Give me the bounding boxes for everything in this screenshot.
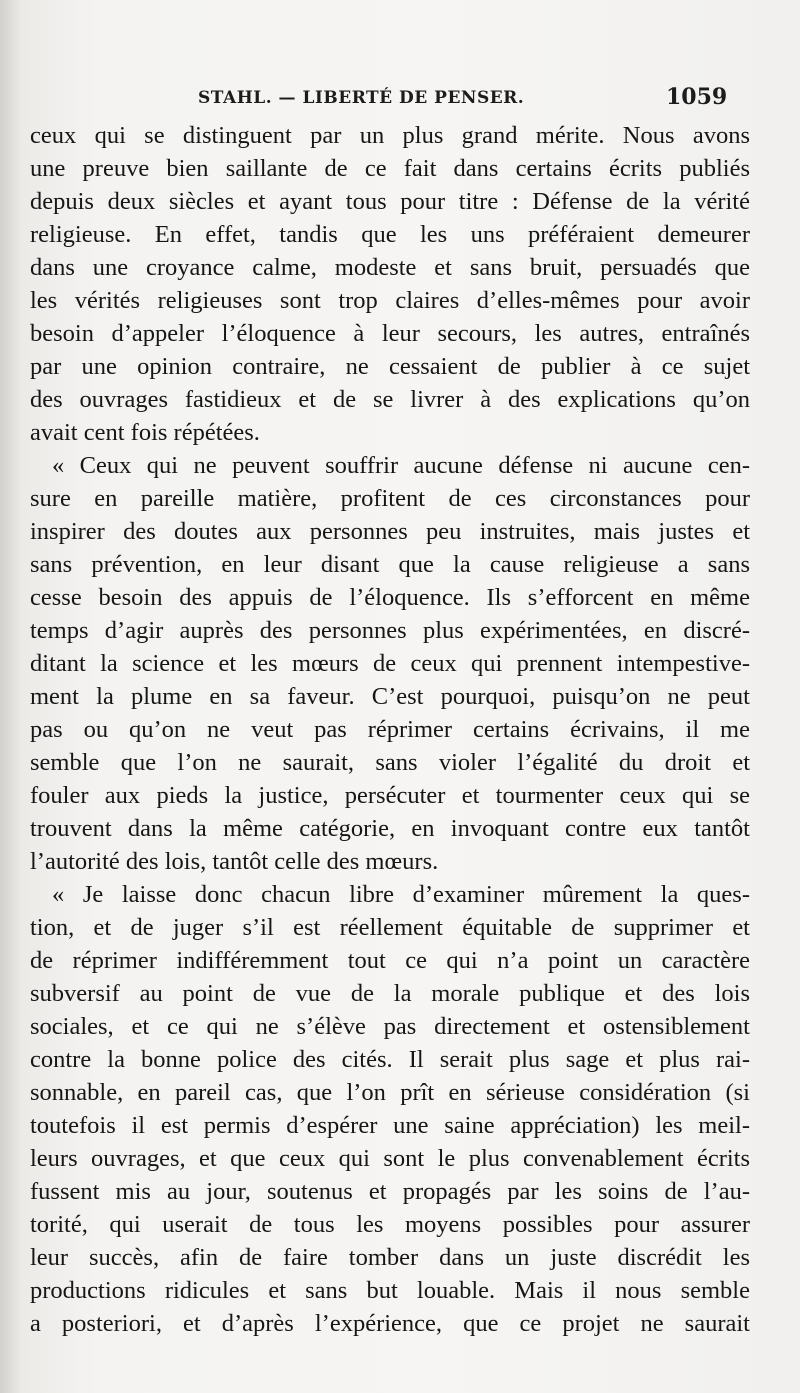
text-line: « Ceux qui ne peuvent souffrir aucune défense ni aucune cen- bbox=[52, 452, 750, 479]
text-line: a posteriori, et d’après l’expérience, que ce projet ne saurait bbox=[30, 1310, 750, 1337]
text-line: de réprimer indifféremment tout ce qui n’a point un caractère bbox=[30, 947, 750, 974]
text-line: une preuve bien saillante de ce fait dans certains écrits publiés bbox=[30, 155, 750, 182]
text-line: leur succès, afin de faire tomber dans un juste discrédit les bbox=[30, 1244, 750, 1271]
binding-shadow bbox=[0, 0, 22, 1393]
text-line: ceux qui se distinguent par un plus grand mérite. Nous avons bbox=[30, 122, 750, 149]
text-line: toutefois il est permis d’espérer une saine appréciation) les meil- bbox=[30, 1112, 750, 1139]
text-line: contre la bonne police des cités. Il serait plus sage et plus rai- bbox=[30, 1046, 750, 1073]
text-line: sonnable, en pareil cas, que l’on prît en sérieuse considération (si bbox=[30, 1079, 750, 1106]
text-line: tion, et de juger s’il est réellement équitable de supprimer et bbox=[30, 914, 750, 941]
text-line: leurs ouvrages, et que ceux qui sont le plus convenablement écrits bbox=[30, 1145, 750, 1172]
text-line: l’autorité des lois, tantôt celle des mœurs. bbox=[30, 848, 439, 875]
running-head: STAHL. — LIBERTÉ DE PENSER. bbox=[198, 88, 525, 108]
text-line: des ouvrages fastidieux et de se livrer à des explications qu’on bbox=[30, 386, 750, 413]
text-line: cesse besoin des appuis de l’éloquence. Ils s’efforcent en même bbox=[30, 584, 750, 611]
text-line: fussent mis au jour, soutenus et propagés par les soins de l’au- bbox=[30, 1178, 750, 1205]
text-line: besoin d’appeler l’éloquence à leur secours, les autres, entraînés bbox=[30, 320, 750, 347]
text-line: sure en pareille matière, profitent de ces circonstances pour bbox=[30, 485, 750, 512]
text-line: les vérités religieuses sont trop claires d’elles-mêmes pour avoir bbox=[30, 287, 750, 314]
text-line: subversif au point de vue de la morale publique et des lois bbox=[30, 980, 750, 1007]
text-line: religieuse. En effet, tandis que les uns préféraient demeurer bbox=[30, 221, 750, 248]
text-line: avait cent fois répétées. bbox=[30, 419, 260, 446]
text-line: ment la plume en sa faveur. C’est pourquoi, puisqu’on ne peut bbox=[30, 683, 750, 710]
text-line: depuis deux siècles et ayant tous pour titre : Défense de la vérité bbox=[30, 188, 750, 215]
page-number: 1059 bbox=[666, 84, 728, 110]
text-line: inspirer des doutes aux personnes peu instruites, mais justes et bbox=[30, 518, 750, 545]
text-line: par une opinion contraire, ne cessaient de publier à ce sujet bbox=[30, 353, 750, 380]
text-line: fouler aux pieds la justice, persécuter et tourmenter ceux qui se bbox=[30, 782, 750, 809]
text-line: pas ou qu’on ne veut pas réprimer certains écrivains, il me bbox=[30, 716, 750, 743]
text-line: torité, qui userait de tous les moyens possibles pour assurer bbox=[30, 1211, 750, 1238]
text-line: semble que l’on ne saurait, sans violer l’égalité du droit et bbox=[30, 749, 750, 776]
text-line: productions ridicules et sans but louable. Mais il nous semble bbox=[30, 1277, 750, 1304]
text-line: « Je laisse donc chacun libre d’examiner mûrement la ques- bbox=[52, 881, 750, 908]
text-line: temps d’agir auprès des personnes plus expérimentées, en discré- bbox=[30, 617, 750, 644]
text-line: sans prévention, en leur disant que la cause religieuse a sans bbox=[30, 551, 750, 578]
text-line: ditant la science et les mœurs de ceux qui prennent intempestive- bbox=[30, 650, 750, 677]
text-line: sociales, et ce qui ne s’élève pas directement et ostensiblement bbox=[30, 1013, 750, 1040]
text-line: trouvent dans la même catégorie, en invoquant contre eux tantôt bbox=[30, 815, 750, 842]
text-line: dans une croyance calme, modeste et sans bruit, persuadés que bbox=[30, 254, 750, 281]
page-header bbox=[0, 84, 800, 114]
